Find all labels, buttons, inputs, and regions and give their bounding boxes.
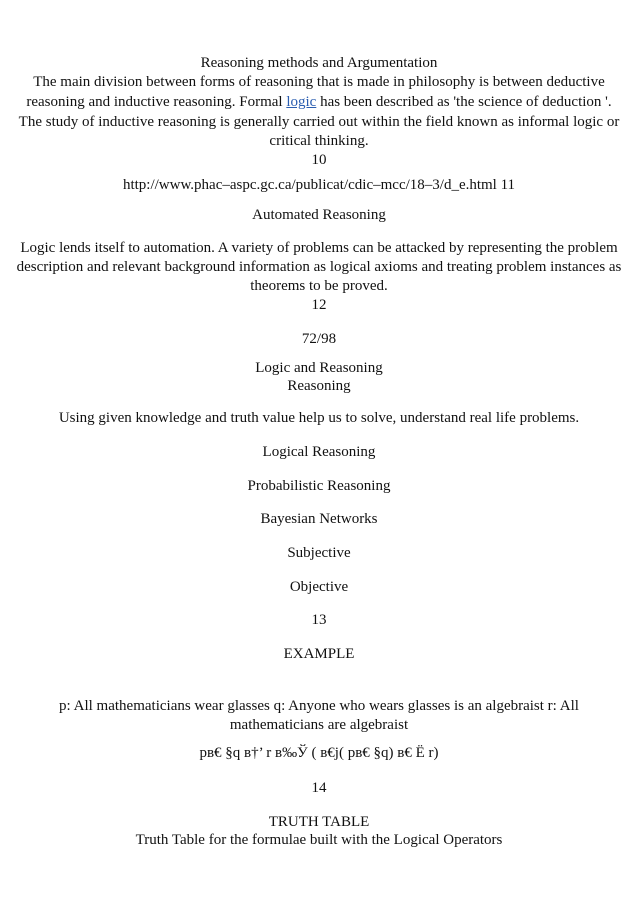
paragraph-line: The study of inductive reasoning is generally carried out within the field known as informal logic or	[18, 114, 620, 130]
slide-counter: 72/98	[301, 331, 337, 347]
section-title: EXAMPLE	[283, 646, 355, 662]
section-subtitle: Truth Table for the formulae built with the Logical Operators	[135, 832, 503, 848]
list-item: Probabilistic Reasoning	[247, 478, 391, 494]
paragraph-line: theorems to be proved.	[250, 278, 388, 294]
section-subtitle: Reasoning	[287, 378, 351, 394]
paragraph-line: mathematicians are algebraist	[229, 717, 409, 733]
list-item: Logical Reasoning	[262, 444, 376, 460]
paragraph-line: critical thinking.	[269, 133, 369, 149]
section-title: TRUTH TABLE	[268, 814, 370, 830]
page-number: 14	[311, 780, 327, 796]
page-number: 10	[311, 152, 327, 168]
formula-text: pв€ §q в†’ r в‰Ў ( в€j( pв€ §q) в€ Ё r)	[199, 745, 439, 761]
paragraph-line: p: All mathematicians wear glasses q: Anyone who wears glasses is an algebraist r: All	[59, 698, 579, 714]
list-item: Bayesian Networks	[260, 511, 378, 527]
section-title: Reasoning methods and Argumentation	[200, 55, 438, 71]
paragraph-line: The main division between forms of reasoning that is made in philosophy is between deductive	[33, 74, 605, 90]
logic-link[interactable]: logic	[286, 94, 317, 110]
page-number: 13	[311, 612, 327, 628]
paragraph-line: Logic lends itself to automation. A variety of problems can be attacked by representing the problem	[20, 240, 618, 256]
text: has been described as 'the science of deduction '.	[316, 94, 612, 110]
text: reasoning and inductive reasoning. Formal	[26, 94, 287, 110]
page-number: 12	[311, 297, 327, 313]
paragraph-line: description and relevant background information as logical axioms and treating problem instances as	[16, 259, 622, 275]
paragraph-line	[0, 93, 638, 112]
list-item: Objective	[289, 579, 349, 595]
section-title: Automated Reasoning	[252, 207, 386, 223]
paragraph-line: Using given knowledge and truth value help us to solve, understand real life problems.	[58, 410, 580, 426]
list-item: Subjective	[287, 545, 351, 561]
section-title: Logic and Reasoning	[255, 360, 383, 376]
url-text: http://www.phac–aspc.gc.ca/publicat/cdic–mcc/18–3/d_e.html 11	[122, 177, 516, 193]
